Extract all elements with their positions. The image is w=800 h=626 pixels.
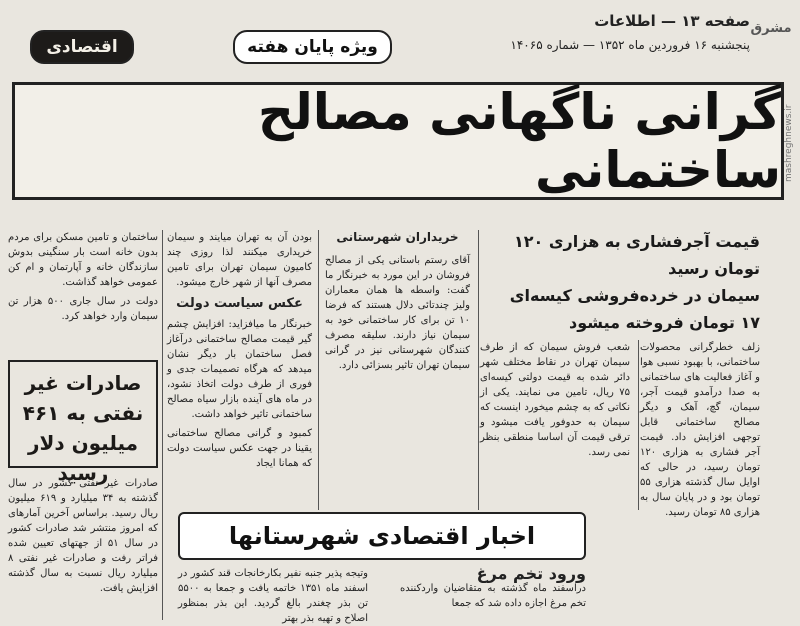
bottom-right-text: دراسفند ماه گذشته به متقاضیان واردکننده تخم مرغ اجازه داده شد که جمعا: [400, 583, 586, 609]
page-line: صفحه ۱۳ — اطلاعات: [594, 12, 750, 30]
column-5-text-3: صادرات غیر نفتی کشور در سال گذشته به ۳۴ میلیارد و ۶۱۹ میلیون ریال رسید. براساس آخرین آمارهای که امروز منتشر شد صادرات کشور در سال ۵۱ از جهتهای تعیین شده فراتر رفت و صادرات غیر نفتی ۸ میلیارد ریال نسبت به سال گذشته افزایش یافت.: [8, 478, 158, 594]
bottom-left-article: [178, 566, 368, 622]
column-4-text-1: بودن آن به تهران میایند و سیمان خریداری میکنند لذا روزی چند کامیون سیمان تهران برای تامین مصرف آنها از شهر خارج میشود.: [167, 232, 312, 288]
column-4-subheading: عکس سیاست دولت: [176, 296, 303, 311]
headline: گرانی ناگهانی مصالح ساختمانی: [257, 83, 781, 199]
date-line: پنجشنبه ۱۶ فروردین ماه ۱۳۵۲ — شماره ۱۴۰۶۵: [510, 38, 750, 52]
headline-box: [12, 82, 784, 200]
column-4-text-2: خبرنگار ما میافزاید: افزایش چشم گیر قیمت مصالح ساختمانی درآغاز فصل ساختمان بار دیگر نشان میدهد که هرگاه تصمیمات جدی و فوری از طرف دولت اتخاذ نشود، در ماه های آینده بازار سیاه مصالح ساختمانی تاثیر خواهد داشت.: [167, 319, 312, 420]
column-3-text: آقای رستم باستانی یکی از مصالح فروشان در این مورد به خبرنگار ما گفت: واسطه ها همان معماران ولیز چندتائی دلال هستند که فرضا ۱۰ تن برای کار ساختمانی خود به سیمان نیاز دارند. سلیقه مصرف کنندگان شهرستانی نیز در گرانی سیمان تهران تاثیر بسزائی دارد.: [325, 255, 470, 371]
column-5-text-2: دولت در سال جاری ۵۰۰ هزار تن سیمان وارد خواهد کرد.: [8, 296, 158, 322]
regional-news-banner: اخبار اقتصادی شهرستانها: [178, 512, 586, 560]
column-1-text: زلف خطرگرانی محصولات ساختمانی، با بهبود نسبی هوا و آغاز فعالیت های ساختمانی به صدا درآمدو قیمت آجر، سیمان، گچ، آهک و دیگر مصالح ساختمانی قابل توجهی افزایش داد. قیمت آجر فشاری به هزاری ۱۲۰ تومان رسید، در حالی که اوایل سال گذشته هزاری ۵۵ تومان بود و در پایان سال به هزاری ۸۵ تومان رسید.: [640, 342, 760, 518]
export-headline-box: [8, 360, 158, 485]
subhead-line-2: تومان رسید: [668, 259, 760, 278]
export-headline: صادرات غیر نفتی به ۴۶۱ میلیون دلار رسید: [22, 371, 144, 485]
column-2-text: شعب فروش سیمان که از طرف سیمان تهران در نقاط مختلف شهر دائر شده به قیمت دولتی کیسه‌ای ۷۵ ریال، تامین می نمایند. یکی از نکاتی که به چشم میخورد اینست که سیمان به حدوفور یافت میشود و ترقی قیمت آن اساسا منطقی بنظر نمی رسد.: [480, 342, 630, 458]
weekend-label: ویژه پایان هفته: [233, 30, 392, 64]
masthead: [450, 12, 750, 52]
mashregh-logo-icon: مشرق: [750, 20, 792, 36]
section-label: اقتصادی: [30, 30, 134, 64]
column-2: [480, 340, 630, 510]
subhead-line-1: قیمت آجرفشاری به هزاری ۱۲۰: [514, 232, 760, 251]
bottom-left-text: وتیجه پذیر جنبه نفیر بکارخانجات قند کشور در اسفند ماه ۱۳۵۱ خاتمه یافت و جمعا به ۵۵۰۰ تن بذر چغندر بالغ گردید. این بذر بمنظور اصلاح و تهیه بذر بهتر: [178, 568, 369, 624]
column-divider: [478, 230, 479, 510]
column-4: [167, 230, 312, 510]
bottom-right-title: ورود تخم مرغ: [476, 564, 586, 583]
subheadline: [460, 228, 760, 336]
side-url: mashreghnews.ir: [784, 104, 794, 182]
column-5-lower: [8, 476, 158, 621]
column-divider: [162, 230, 163, 620]
column-3-title: خریداران شهرستانی: [336, 230, 459, 244]
column-divider: [638, 340, 639, 510]
subhead-line-3: سیمان در خرده‌فروشی کیسه‌ای: [509, 286, 760, 305]
column-5: [8, 230, 158, 350]
column-4-text-3: کمبود و گرانی مصالح ساختمانی یقینا در جهت عکس سیاست دولت که همانا ایجاد: [167, 428, 312, 469]
column-5-text-1: ساختمان و تامین مسکن برای مردم بدون خانه است بار سنگینی بدوش سازندگان خانه و آپارتمان و ام کن عمومی خواهد گذاشت.: [8, 232, 158, 288]
column-divider: [318, 230, 319, 510]
column-1: [640, 340, 760, 518]
bottom-right-article: [400, 566, 586, 622]
column-3: [325, 230, 470, 510]
subhead-line-4: ۱۷ تومان فروخته میشود: [569, 313, 760, 332]
